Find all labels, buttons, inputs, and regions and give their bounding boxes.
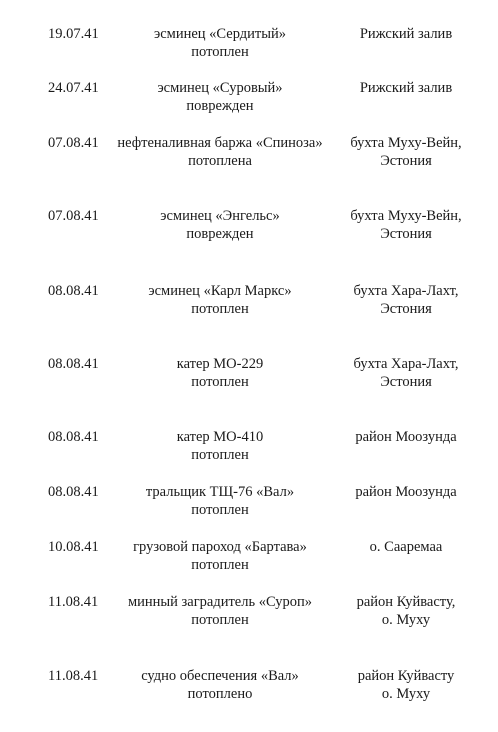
row-date: 10.08.41 — [48, 539, 99, 555]
vessel-status: потоплен — [191, 301, 249, 317]
location-line: о. Муху — [381, 612, 431, 628]
vessel-status: потоплен — [191, 44, 249, 60]
row-date: 07.08.41 — [48, 208, 99, 224]
vessel-name: грузовой пароход «Бартава» — [133, 539, 307, 555]
vessel-status: потоплен — [191, 612, 249, 628]
vessel-status: потоплен — [191, 374, 249, 390]
location-line: бухта Муху-Вейн, — [350, 208, 462, 224]
row-location — [338, 428, 474, 446]
row-description — [108, 667, 332, 703]
vessel-status: потоплена — [188, 153, 252, 169]
vessel-name: катер МО-410 — [176, 429, 264, 445]
vessel-status: потоплен — [191, 502, 249, 518]
vessel-name: эсминец «Карл Маркс» — [148, 283, 292, 299]
row-description — [108, 79, 332, 115]
row-description — [108, 428, 332, 464]
vessel-name: тральщик ТЩ-76 «Вал» — [145, 484, 295, 500]
row-location — [338, 667, 474, 703]
vessel-status: поврежден — [186, 98, 254, 114]
location-line: Эстония — [380, 374, 432, 390]
row-location — [338, 538, 474, 556]
row-description — [108, 207, 332, 243]
vessel-status: потоплен — [191, 447, 249, 463]
location-line: Эстония — [380, 301, 432, 317]
location-line: район Куйвасту — [357, 668, 455, 684]
row-date: 08.08.41 — [48, 283, 99, 299]
vessel-name: катер МО-229 — [176, 356, 264, 372]
row-date: 11.08.41 — [48, 594, 99, 610]
row-description — [108, 25, 332, 61]
row-location — [338, 483, 474, 501]
row-location — [338, 355, 474, 391]
vessel-status: потоплен — [191, 557, 249, 573]
row-location — [338, 25, 474, 43]
vessel-name: нефтеналивная баржа «Спиноза» — [117, 135, 323, 151]
row-description — [108, 538, 332, 574]
location-line: Рижский залив — [359, 80, 453, 96]
row-date: 07.08.41 — [48, 135, 99, 151]
row-description — [108, 282, 332, 318]
vessel-name: эсминец «Энгельс» — [160, 208, 280, 224]
row-date: 19.07.41 — [48, 26, 99, 42]
location-line: бухта Муху-Вейн, — [350, 135, 462, 151]
row-date: 24.07.41 — [48, 80, 99, 96]
vessel-name: эсминец «Сердитый» — [154, 26, 286, 42]
vessel-status: поврежден — [186, 226, 254, 242]
location-line: бухта Хара-Лахт, — [353, 283, 459, 299]
location-line: район Моозунда — [355, 484, 457, 500]
row-location — [338, 593, 474, 629]
row-location — [338, 207, 474, 243]
row-location — [338, 134, 474, 170]
row-description — [108, 355, 332, 391]
location-line: о. Сааремаа — [369, 539, 443, 555]
row-location — [338, 79, 474, 97]
row-date: 11.08.41 — [48, 668, 99, 684]
row-description — [108, 593, 332, 629]
row-description — [108, 134, 332, 170]
vessel-name: минный заградитель «Суроп» — [127, 594, 313, 610]
row-description — [108, 483, 332, 519]
location-line: район Куйвасту, — [356, 594, 456, 610]
row-location — [338, 282, 474, 318]
location-line: о. Муху — [381, 686, 431, 702]
location-line: Эстония — [380, 226, 432, 242]
location-line: бухта Хара-Лахт, — [353, 356, 459, 372]
vessel-status: потоплено — [187, 686, 253, 702]
location-line: район Моозунда — [355, 429, 457, 445]
row-date: 08.08.41 — [48, 484, 99, 500]
location-line: Эстония — [380, 153, 432, 169]
vessel-name: судно обеспечения «Вал» — [141, 668, 299, 684]
row-date: 08.08.41 — [48, 429, 99, 445]
vessel-name: эсминец «Суровый» — [157, 80, 283, 96]
row-date: 08.08.41 — [48, 356, 99, 372]
location-line: Рижский залив — [359, 26, 453, 42]
